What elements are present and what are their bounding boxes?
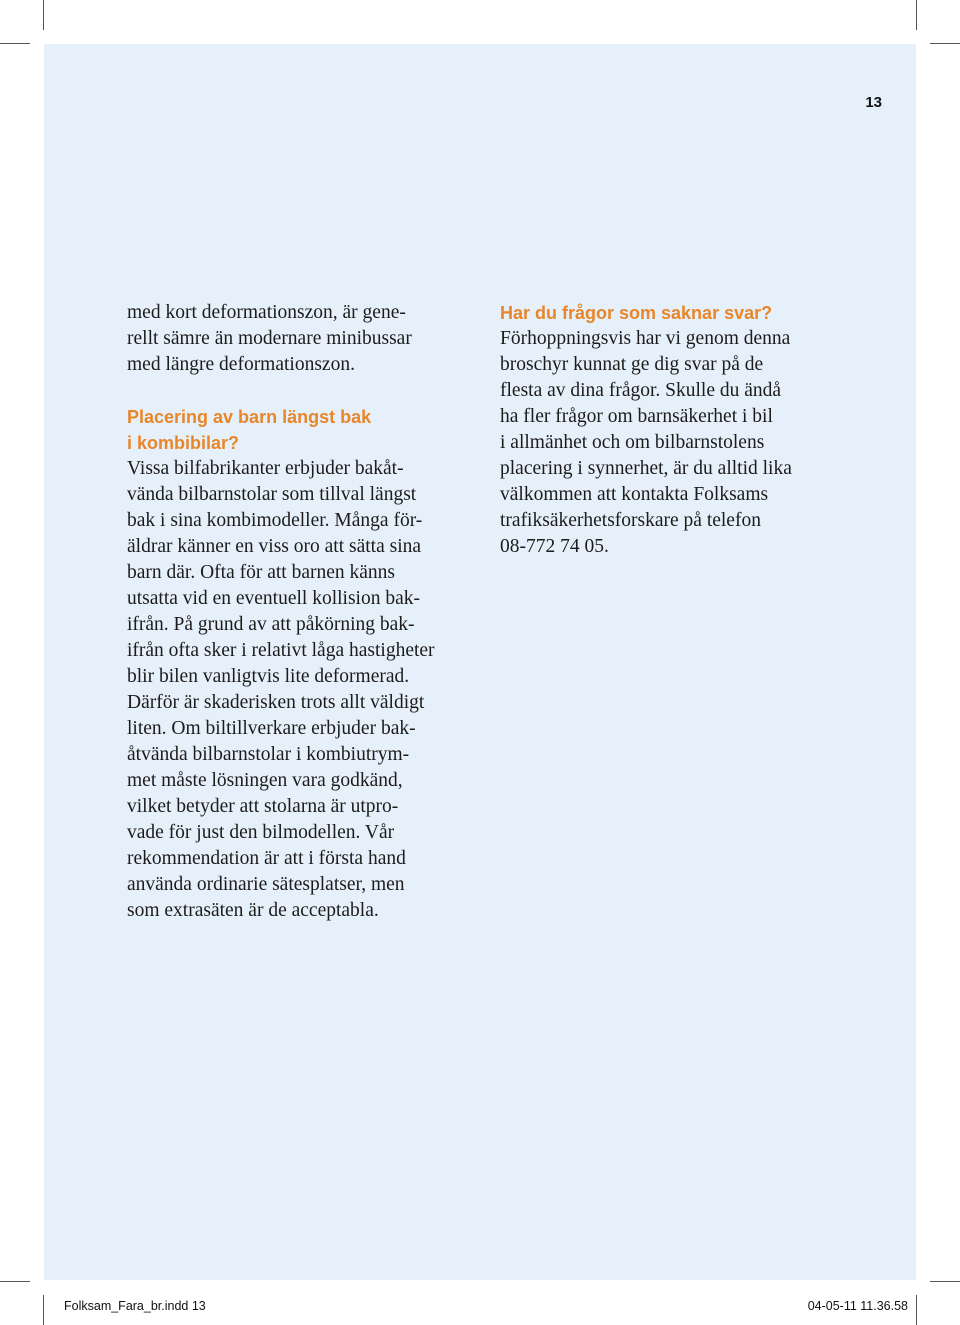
section-heading: Placering av barn längst bak (127, 407, 372, 427)
text-line: använda ordinarie sätesplatser, men (127, 874, 405, 895)
section-heading: Har du frågor som saknar svar? (500, 303, 773, 323)
text-line: ifrån ofta sker i relativt låga hastigheter (127, 640, 435, 661)
text-line: 08-772 74 05. (500, 536, 609, 557)
text-line: met måste lösningen vara godkänd, (127, 770, 403, 791)
text-line: rellt sämre än modernare minibussar (127, 328, 412, 349)
text-line: liten. Om biltillverkare erbjuder bak- (127, 718, 416, 739)
text-line: vade för just den bilmodellen. Vår (127, 822, 395, 843)
footer-timestamp: 04-05-11 11.36.58 (807, 1299, 908, 1313)
crop-mark (930, 43, 960, 44)
text-line: ha fler frågor om barnsäkerhet i bil (500, 406, 773, 427)
text-line: ifrån. På grund av att påkörning bak- (127, 614, 415, 635)
left-column (127, 300, 487, 924)
text-line: med kort deformationszon, är gene- (127, 302, 406, 323)
section-heading: i kombibilar? (127, 433, 240, 453)
text-line: åtvända bilbarnstolar i kombiutrym- (127, 744, 410, 765)
text-line: Vissa bilfabrikanter erbjuder bakåt- (127, 458, 404, 479)
crop-mark (43, 1295, 44, 1325)
text-line: rekommendation är att i första hand (127, 848, 406, 869)
footer-file-label: Folksam_Fara_br.indd 13 (64, 1299, 206, 1313)
page (44, 44, 916, 1280)
right-column (500, 300, 860, 560)
text-line: med längre deformationszon. (127, 354, 355, 375)
text-line: välkommen att kontakta Folksams (500, 484, 769, 505)
crop-mark (930, 1281, 960, 1282)
text-line: barn där. Ofta för att barnen känns (127, 562, 396, 583)
paragraph-gap (127, 378, 487, 404)
crop-mark (0, 43, 30, 44)
text-line: vilket betyder att stolarna är utpro- (127, 796, 399, 817)
text-line: Därför är skaderisken trots allt väldigt (127, 692, 425, 713)
text-line: flesta av dina frågor. Skulle du ändå (500, 380, 782, 401)
text-line: blir bilen vanligtvis lite deformerad. (127, 666, 410, 687)
crop-mark (43, 0, 44, 30)
crop-mark (916, 0, 917, 30)
crop-mark (0, 1281, 30, 1282)
crop-mark (916, 1295, 917, 1325)
page-number: 13 (865, 94, 882, 111)
text-line: vända bilbarnstolar som tillval längst (127, 484, 417, 505)
text-line: som extrasäten är de acceptabla. (127, 900, 379, 921)
text-line: Förhoppningsvis har vi genom denna (500, 328, 791, 349)
text-line: broschyr kunnat ge dig svar på de (500, 354, 764, 375)
text-line: placering i synnerhet, är du alltid lika (500, 458, 792, 479)
text-line: bak i sina kombimodeller. Många för- (127, 510, 423, 531)
text-line: trafiksäkerhetsforskare på telefon (500, 510, 761, 531)
text-line: i allmänhet och om bilbarnstolens (500, 432, 765, 453)
text-line: utsatta vid en eventuell kollision bak- (127, 588, 420, 609)
text-line: äldrar känner en viss oro att sätta sina (127, 536, 422, 557)
